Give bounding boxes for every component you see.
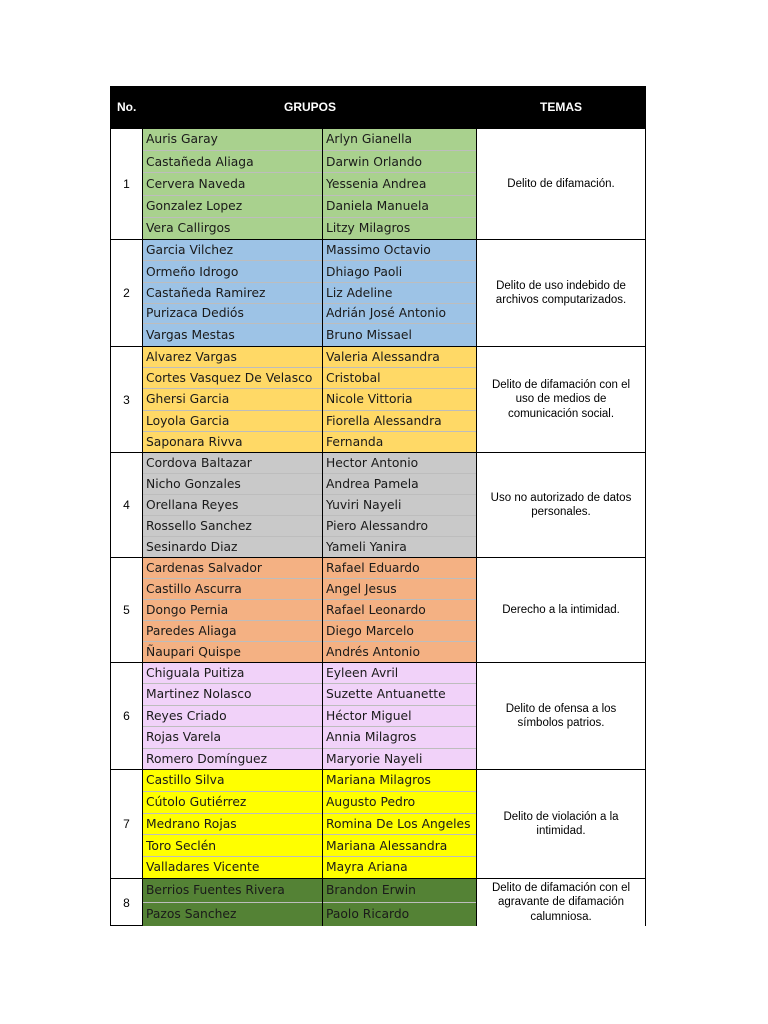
topic-cell: Derecho a la intimidad.	[477, 558, 645, 662]
name-cell: Annia Milagros	[323, 727, 476, 748]
topic-cell: Delito de ofensa a los símbolos patrios.	[477, 663, 645, 769]
name-cell: Mayra Ariana	[326, 860, 408, 875]
surname-cell: Castillo Silva	[143, 770, 322, 792]
name-cell: Yessenia Andrea	[323, 173, 476, 195]
names-column	[323, 770, 477, 878]
surname-cell: Castillo Ascurra	[143, 579, 322, 600]
surname-cell: Dongo Pernia	[143, 600, 322, 621]
surname-cell: Ghersi Garcia	[143, 389, 322, 410]
surname-cell: Paredes Aliaga	[143, 621, 322, 642]
surname-cell: Ormeño Idrogo	[143, 261, 322, 283]
surname-cell: Cútolo Gutiérrez	[143, 792, 322, 814]
group-number: 5	[111, 558, 143, 662]
surname-cell: Cordova Baltazar	[143, 453, 322, 474]
surname-cell: Orellana Reyes	[143, 495, 322, 516]
name-cell: Piero Alessandro	[323, 516, 476, 537]
header-no: No.	[117, 100, 137, 114]
name-cell: Fernanda	[326, 434, 384, 449]
surname-cell: Loyola Garcia	[143, 411, 322, 432]
surnames-column	[143, 770, 323, 878]
name-cell: Dhiago Paoli	[323, 261, 476, 283]
topic-cell: Delito de difamación con el uso de medios de comunicación social.	[477, 347, 645, 452]
name-cell: Maryorie Nayeli	[326, 751, 423, 766]
group-number: 6	[111, 663, 143, 769]
name-cell: Romina De Los Angeles	[323, 814, 476, 836]
name-cell: Litzy Milagros	[326, 221, 411, 236]
name-cell: Eyleen Avril	[323, 663, 476, 684]
header-temas: TEMAS	[540, 100, 582, 114]
group-number: 7	[111, 770, 143, 878]
surname-cell: Reyes Criado	[143, 706, 322, 727]
surname-cell: Cervera Naveda	[143, 173, 322, 195]
name-cell: Arlyn Gianella	[323, 129, 476, 151]
group-row	[111, 239, 645, 346]
name-cell: Héctor Miguel	[323, 706, 476, 727]
surname-cell: Castañeda Aliaga	[143, 151, 322, 173]
surname-cell: Romero Domínguez	[146, 751, 268, 766]
names-column	[323, 240, 477, 346]
surname-cell: Valladares Vicente	[146, 860, 260, 875]
surnames-column	[143, 879, 323, 926]
name-cell: Brandon Erwin	[323, 879, 476, 903]
names-column	[323, 129, 477, 239]
group-row	[111, 128, 645, 239]
topic-cell: Uso no autorizado de datos personales.	[477, 453, 645, 557]
group-row	[111, 452, 645, 557]
group-row	[111, 557, 645, 662]
names-column	[323, 453, 477, 557]
name-cell: Hector Antonio	[323, 453, 476, 474]
name-cell: Darwin Orlando	[323, 151, 476, 173]
topic-cell: Delito de difamación con el agravante de difamación calumniosa.	[477, 879, 645, 926]
surname-cell: Chiguala Puitiza	[143, 663, 322, 684]
name-cell: Cristobal	[323, 368, 476, 389]
name-cell: Yuviri Nayeli	[323, 495, 476, 516]
surname-cell: Martinez Nolasco	[143, 684, 322, 705]
surnames-column	[143, 558, 323, 662]
group-number: 1	[111, 129, 143, 239]
name-cell: Liz Adeline	[323, 283, 476, 303]
topic-cell: Delito de difamación.	[477, 129, 645, 239]
group-row	[111, 769, 645, 878]
surname-cell: Ñaupari Quispe	[146, 644, 241, 659]
name-cell: Bruno Missael	[326, 327, 412, 342]
name-cell: Rafael Leonardo	[323, 600, 476, 621]
name-cell: Rafael Eduardo	[323, 558, 476, 579]
topic-cell: Delito de violación a la intimidad.	[477, 770, 645, 878]
names-column	[323, 347, 477, 452]
name-cell: Yameli Yanira	[326, 539, 407, 554]
name-cell: Augusto Pedro	[323, 792, 476, 814]
surname-cell: Saponara Rivva	[146, 434, 243, 449]
surname-cell: Cortes Vasquez De Velasco	[143, 368, 322, 389]
surnames-column	[143, 240, 323, 346]
surname-cell: Sesinardo Diaz	[146, 539, 238, 554]
names-column	[323, 663, 477, 769]
group-row	[111, 346, 645, 452]
name-cell: Massimo Octavio	[323, 240, 476, 261]
surname-cell: Nicho Gonzales	[143, 474, 322, 495]
group-number: 8	[111, 879, 143, 926]
surname-cell: Rossello Sanchez	[143, 516, 322, 537]
name-cell: Andrea Pamela	[323, 474, 476, 495]
name-cell: Mariana Alessandra	[323, 835, 476, 857]
names-column	[323, 879, 477, 926]
surname-cell: Rojas Varela	[143, 727, 322, 748]
surname-cell: Cardenas Salvador	[143, 558, 322, 579]
surname-cell: Toro Seclén	[143, 835, 322, 857]
group-number: 3	[111, 347, 143, 452]
name-cell: Mariana Milagros	[323, 770, 476, 792]
surname-cell: Garcia Vilchez	[143, 240, 322, 261]
header-grupos: GRUPOS	[283, 100, 336, 114]
surname-cell: Berrios Fuentes Rivera	[143, 879, 322, 903]
name-cell: Valeria Alessandra	[323, 347, 476, 368]
groups-table	[110, 86, 646, 926]
surnames-column	[143, 663, 323, 769]
name-cell: Fiorella Alessandra	[323, 411, 476, 432]
names-column	[323, 558, 477, 662]
group-number: 2	[111, 240, 143, 346]
group-number: 4	[111, 453, 143, 557]
surname-cell: Purizaca Dediós	[143, 304, 322, 324]
name-cell: Diego Marcelo	[323, 621, 476, 642]
name-cell: Adrián José Antonio	[323, 304, 476, 324]
surname-cell: Alvarez Vargas	[143, 347, 322, 368]
name-cell: Paolo Ricardo	[326, 907, 410, 922]
surname-cell: Vargas Mestas	[146, 327, 235, 342]
name-cell: Suzette Antuanette	[323, 684, 476, 705]
surname-cell: Vera Callirgos	[146, 221, 231, 236]
surname-cell: Gonzalez Lopez	[143, 196, 322, 218]
name-cell: Daniela Manuela	[323, 196, 476, 218]
surname-cell: Pazos Sanchez	[146, 907, 237, 922]
table-header	[111, 86, 645, 128]
surnames-column	[143, 347, 323, 452]
surname-cell: Auris Garay	[143, 129, 322, 151]
name-cell: Nicole Vittoria	[323, 389, 476, 410]
group-row	[111, 662, 645, 769]
surnames-column	[143, 129, 323, 239]
surname-cell: Castañeda Ramirez	[143, 283, 322, 303]
group-row	[111, 878, 645, 926]
topic-cell: Delito de uso indebido de archivos computarizados.	[477, 240, 645, 346]
name-cell: Andrés Antonio	[326, 644, 420, 659]
name-cell: Angel Jesus	[323, 579, 476, 600]
surnames-column	[143, 453, 323, 557]
surname-cell: Medrano Rojas	[143, 814, 322, 836]
